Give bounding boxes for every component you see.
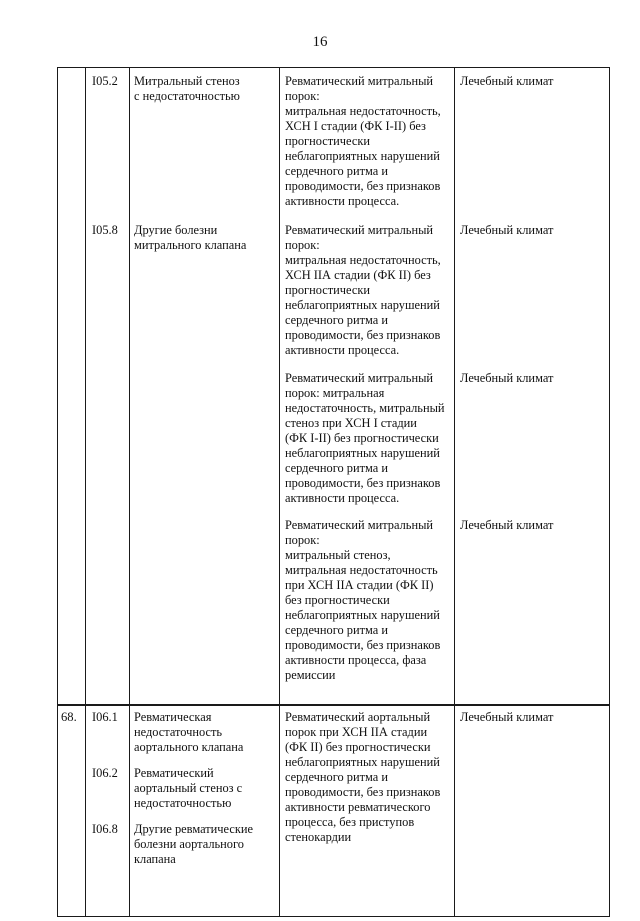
diagnosis-code: I06.1 [92,710,118,724]
treatment-factor: Лечебный климат [460,223,554,237]
condition-text: Ревматический митральный порок: митральная недостаточность, митральный стеноз при ХСН I стадии (ФК I-II) без прогностически неблагоприятных нарушений сердечного ритма и проводимости, без признаков активности процесса. [285,371,445,505]
row-divider [57,704,610,706]
treatment-factor: Лечебный климат [460,74,554,88]
row-number: 68. [61,710,77,724]
diagnosis-code: I05.8 [92,223,118,237]
column-border [57,67,58,917]
condition-text: Ревматический митральный порок: митральная недостаточность, ХСН IIА стадии (ФК II) без прогностически неблагоприятных нарушений сердечного ритма и проводимости, без признаков активности процесса. [285,223,441,357]
diagnosis-name: Митральный стеноз с недостаточностью [134,74,240,103]
column-border [609,67,610,917]
diagnosis-code: I06.2 [92,766,118,780]
column-border [454,67,455,917]
page-number: 16 [312,34,328,50]
treatment-factor: Лечебный климат [460,371,554,385]
diagnosis-code: I06.8 [92,822,118,836]
treatment-factor: Лечебный климат [460,518,554,532]
treatment-factor: Лечебный климат [460,710,554,724]
diagnosis-name: Ревматический аортальный стеноз с недостаточностью [134,766,243,810]
condition-text: Ревматический митральный порок: митральный стеноз, митральная недостаточность при ХСН IIА стадии (ФК II) без прогностически неблагоприятных нарушений сердечного ритма и проводимости, без признаков активности процесса, фаза ремиссии [285,518,441,682]
diagnosis-name: Другие ревматические болезни аортального клапана [134,822,253,866]
condition-text: Ревматический аортальный порок при ХСН IIА стадии (ФК II) без прогностически неблагоприятных нарушений сердечного ритма и проводимости, без признаков активности ревматического процесса, без приступов стенокардии [285,710,441,844]
column-border [85,67,86,917]
table-top-border [57,67,610,68]
table-bottom-border [57,916,610,917]
diagnosis-name: Другие болезни митрального клапана [134,223,247,252]
diagnosis-code: I05.2 [92,74,118,88]
diagnosis-name: Ревматическая недостаточность аортального клапана [134,710,244,754]
condition-text: Ревматический митральный порок: митральная недостаточность, ХСН I стадии (ФК I-II) без прогностически неблагоприятных нарушений сердечного ритма и проводимости, без признаков активности процесса. [285,74,441,208]
column-border [129,67,130,917]
column-border [279,67,280,917]
